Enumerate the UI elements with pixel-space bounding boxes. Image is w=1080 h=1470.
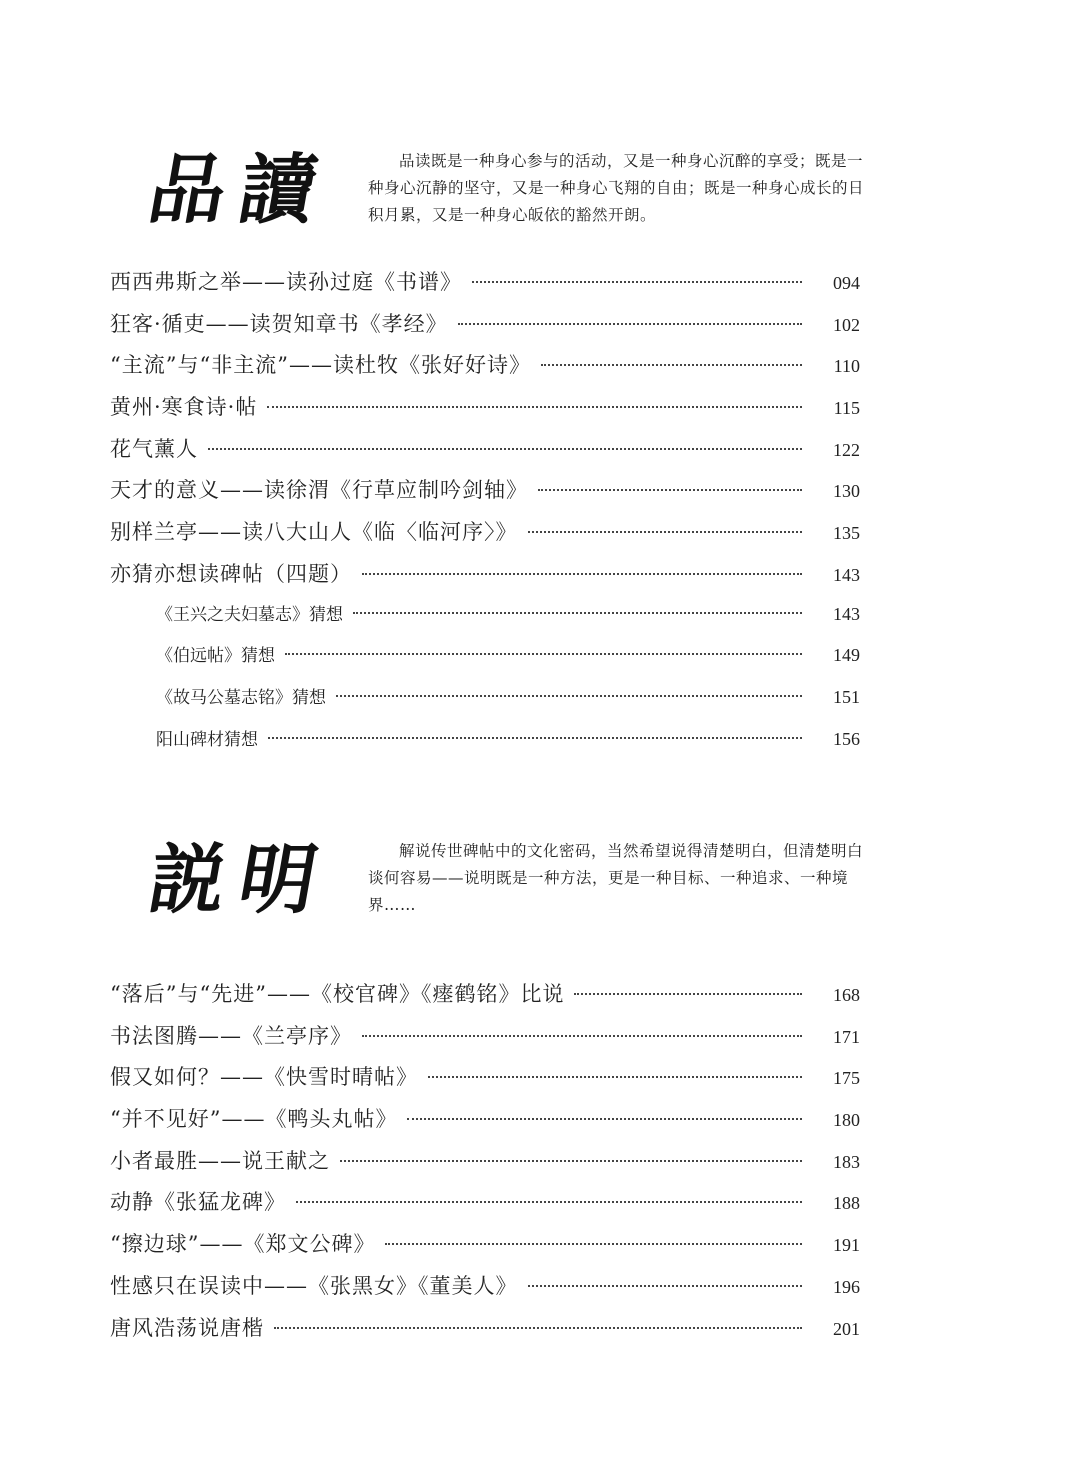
toc-entry[interactable] [110, 1312, 860, 1354]
dot-leader [208, 448, 802, 450]
toc-entry[interactable] [110, 474, 860, 516]
toc-subentry[interactable] [110, 725, 860, 767]
dot-leader [274, 1327, 802, 1329]
page-number: 180 [833, 1110, 860, 1131]
page-number: 135 [833, 523, 860, 544]
entry-title: 天才的意义——读徐渭《行草应制吟剑轴》 [110, 478, 528, 503]
entry-title: 动静《张猛龙碑》 [110, 1190, 286, 1215]
toc-entry[interactable] [110, 558, 860, 600]
dot-leader [528, 531, 803, 533]
dot-leader [458, 323, 802, 325]
dot-leader [340, 1160, 802, 1162]
entry-title: “擦边球”——《郑文公碑》 [110, 1232, 376, 1257]
entry-title: “主流”与“非主流”——读杜牧《张好好诗》 [110, 353, 531, 378]
entry-title: 小者最胜——说王献之 [110, 1148, 330, 1173]
toc-entry[interactable] [110, 1020, 860, 1062]
toc-list [110, 978, 860, 1353]
page-number: 151 [833, 686, 860, 707]
page-number: 175 [833, 1068, 860, 1089]
page-number: 183 [833, 1151, 860, 1172]
toc-entry[interactable] [110, 391, 860, 433]
entry-title: 别样兰亭——读八大山人《临〈临河序〉》 [110, 520, 518, 545]
toc-entry[interactable] [110, 1145, 860, 1187]
entry-title: 花气薰人 [110, 436, 198, 461]
entry-title: 黄州·寒食诗·帖 [110, 395, 258, 420]
section-intro: 解说传世碑帖中的文化密码，当然希望说得清楚明白，但清楚明白谈何容易——说明既是一种方法，更是一种目标、一种追求、一种境界…… [368, 842, 864, 914]
dot-leader [538, 489, 802, 491]
entry-title: 《故马公墓志铭》猜想 [156, 687, 326, 707]
page-number: 156 [833, 728, 860, 749]
dot-leader [268, 737, 802, 739]
dot-leader [428, 1076, 802, 1078]
toc-entry[interactable] [110, 266, 860, 308]
dot-leader [285, 653, 802, 655]
entry-title: 假又如何？——《快雪时晴帖》 [110, 1065, 418, 1090]
calligraphy-heading: 説明 [142, 835, 338, 924]
page-number: 130 [833, 481, 860, 502]
dot-leader [574, 993, 802, 995]
toc-entry[interactable] [110, 433, 860, 475]
page-number: 102 [833, 314, 860, 335]
dot-leader [336, 695, 802, 697]
page-number: 168 [833, 985, 860, 1005]
dot-leader [472, 281, 802, 283]
page-number: 143 [833, 564, 860, 585]
entry-title: 西西弗斯之举——读孙过庭《书谱》 [110, 270, 462, 294]
dot-leader [528, 1285, 803, 1287]
page-number: 115 [833, 398, 860, 419]
entry-title: 性感只在误读中——《张黑女》《董美人》 [110, 1273, 518, 1298]
toc-entry[interactable] [110, 1186, 860, 1228]
dot-leader [296, 1201, 802, 1203]
entry-title: “落后”与“先进”——《校官碑》《瘗鹤铭》比说 [110, 982, 565, 1006]
page-number: 201 [833, 1318, 860, 1339]
toc-entry[interactable] [110, 1270, 860, 1312]
entry-title: 书法图腾——《兰亭序》 [110, 1023, 352, 1048]
dot-leader [541, 364, 802, 366]
toc-entry[interactable] [110, 978, 860, 1020]
entry-title: 狂客·循吏——读贺知章书《孝经》 [110, 311, 448, 336]
dot-leader [362, 573, 802, 575]
toc-entry[interactable] [110, 349, 860, 391]
calligraphy-heading: 品讀 [142, 145, 338, 234]
toc-entry[interactable] [110, 1103, 860, 1145]
page-number: 094 [833, 273, 860, 293]
entry-title: 阳山碑材猜想 [156, 729, 258, 749]
page-number: 149 [833, 645, 860, 666]
toc-entry[interactable] [110, 308, 860, 350]
page-number: 171 [833, 1026, 860, 1047]
entry-title: “并不见好”——《鸭头丸帖》 [110, 1107, 398, 1132]
toc-list [110, 266, 860, 766]
page-number: 191 [833, 1235, 860, 1256]
entry-title: 《伯远帖》猜想 [156, 646, 275, 666]
toc-subentry[interactable] [110, 683, 860, 725]
page-number: 110 [833, 356, 860, 377]
entry-title: 《王兴之夫妇墓志》猜想 [156, 604, 343, 624]
dot-leader [267, 406, 802, 408]
page-number: 143 [833, 603, 860, 624]
toc-entry[interactable] [110, 1228, 860, 1270]
toc-entry[interactable] [110, 516, 860, 558]
entry-title: 亦猜亦想读碑帖（四题） [110, 561, 352, 586]
page-number: 196 [833, 1276, 860, 1297]
dot-leader [385, 1243, 802, 1245]
dot-leader [353, 612, 802, 614]
dot-leader [407, 1118, 802, 1120]
page-number: 188 [833, 1193, 860, 1214]
toc-subentry[interactable] [110, 600, 860, 642]
page-number: 122 [833, 439, 860, 460]
toc-subentry[interactable] [110, 641, 860, 683]
toc-entry[interactable] [110, 1061, 860, 1103]
dot-leader [362, 1035, 802, 1037]
section-intro: 品读既是一种身心参与的活动，又是一种身心沉醉的享受；既是一种身心沉静的坚守，又是一种身心飞翔的自由；既是一种身心成长的日积月累，又是一种身心皈依的豁然开朗。 [368, 152, 865, 224]
entry-title: 唐风浩荡说唐楷 [110, 1315, 264, 1340]
